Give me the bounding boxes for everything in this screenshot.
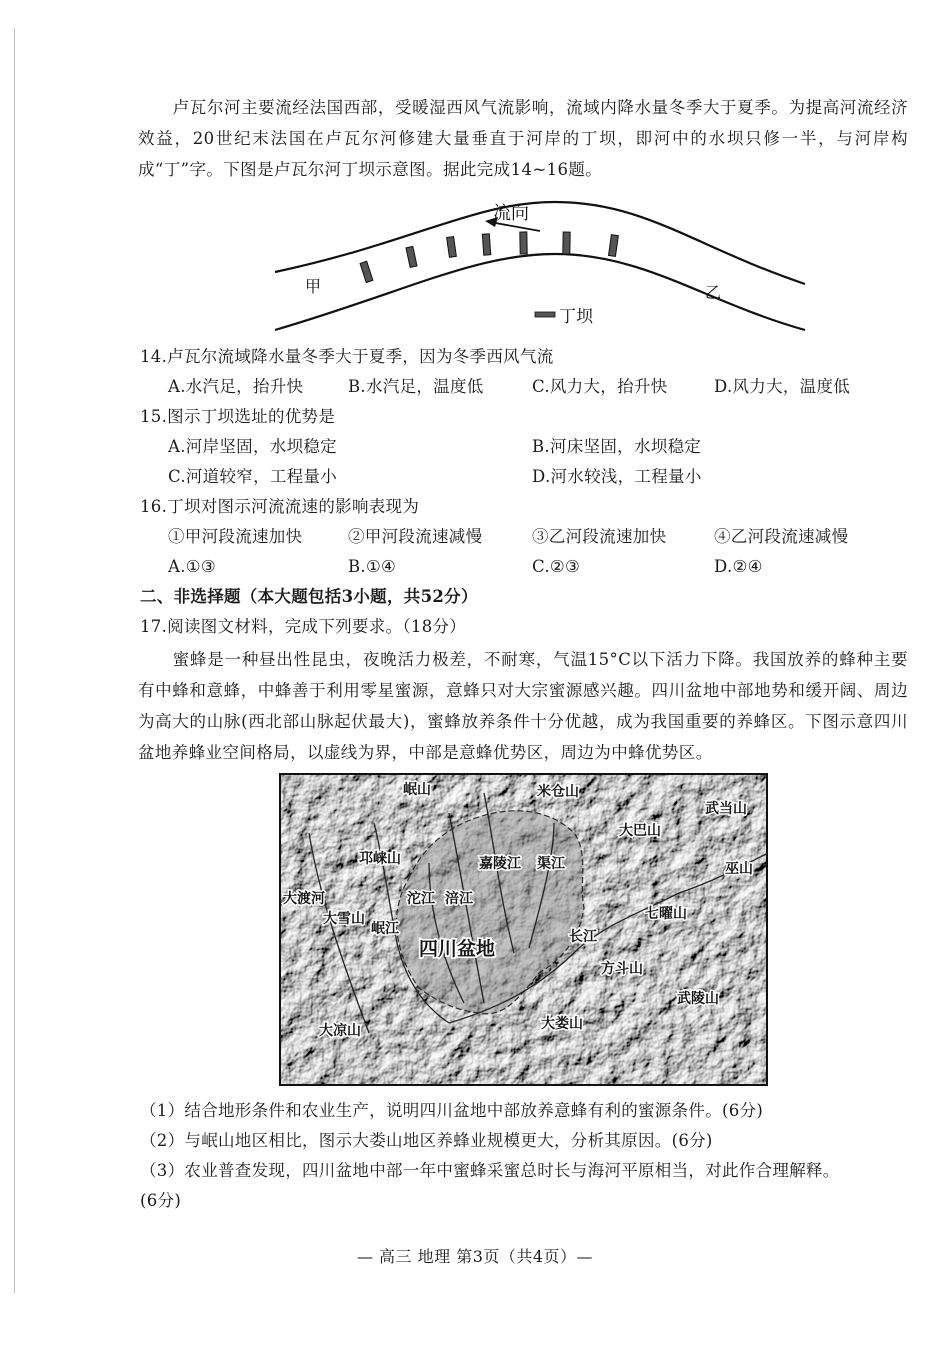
q17-sub-3-score: (6分) [140,1191,182,1210]
q16-option-a: A.①③ [168,557,216,576]
label-jialingjiang: 嘉陵江 [479,856,521,872]
q16-statement-2: ②甲河段流速减慢 [348,527,483,546]
label-changjiang: 长江 [569,929,597,945]
label-wushan: 巫山 [725,861,753,877]
q17-title: 17.阅读图文材料，完成下列要求。（18分） [140,617,467,636]
q14-stem: 14.卢瓦尔流域降水量冬季大于夏季，因为冬季西风气流 [140,347,554,366]
label-fujiang: 涪江 [445,891,473,907]
river-bank-upper [275,202,805,284]
q15-stem: 15.图示丁坝选址的优势是 [140,407,336,426]
label-minshan-top: 岷山 [403,782,431,798]
label-dabashan: 大巴山 [619,823,661,839]
label-sichuan-basin: 四川盆地 [419,938,496,960]
intro-paragraph-1: 卢瓦尔河主要流经法国西部，受暖湿西风气流影响，流域内降水量冬季大于夏季。为提高河流经济效益，20世纪末法国在卢瓦尔河修建大量垂直于河岸的丁坝，即河中的水坝只修一半，与河岸构成“丁”字。下图是卢瓦尔河丁坝示意图。据此完成14~16题。 [138,98,908,179]
section-2-heading: 二、非选择题（本大题包括3小题，共52分） [140,587,478,606]
label-daduhe: 大渡河 [283,891,325,907]
label-yi: 乙 [705,283,722,302]
label-tuojiang: 沱江 [407,891,435,907]
label-qujiang: 渠江 [537,856,565,872]
q16-option-b: B.①④ [348,557,397,576]
sichuan-basin-map [279,773,768,1086]
groyne-dams [360,232,618,283]
label-micangshan: 米仓山 [537,784,579,800]
label-qiyaoshan: 七曜山 [645,906,687,922]
q15-option-b: B.河床坚固，水坝稳定 [532,437,702,456]
dam-legend-symbol [535,312,555,317]
q15-option-d: D.河水较浅，工程量小 [532,467,702,486]
q16-stem: 16.丁坝对图示河流流速的影响表现为 [140,497,420,516]
q16-option-c: C.②③ [532,557,581,576]
q16-statement-1: ①甲河段流速加快 [168,527,303,546]
groyne-dam [406,246,417,267]
q15-option-c: C.河道较窄，工程量小 [168,467,338,486]
groyne-dam [482,234,490,255]
intro-paragraph-2: 蜜蜂是一种昼出性昆虫，夜晚活力极差，不耐寒，气温15°C以下活力下降。我国放养的蜂种主要有中蜂和意蜂，中蜂善于利用零星蜜源，意蜂只对大宗蜜源感兴趣。四川盆地中部地势和缓开阔、周边为高大的山脉(西北部山脉起伏最大)，蜜蜂放养条件十分优越，成为我国重要的养蜂区。下图示意四川盆地养蜂业空间格局，以虚线为界，中部是意蜂优势区，周边为中蜂优势区。 [138,650,908,762]
q16-option-d: D.②④ [714,557,763,576]
groyne-dam [360,261,373,282]
q17-sub-3: （3）农业普查发现，四川盆地中部一年中蜜蜂采蜜总时长与海河平原相当，对此作合理解释。 [140,1161,840,1180]
label-daxueshan: 大雪山 [323,911,365,927]
q16-statement-4: ④乙河段流速减慢 [714,527,849,546]
q14-option-c: C.风力大，抬升快 [532,377,668,396]
flow-label: 流向 [493,203,529,224]
groyne-dam [563,232,570,254]
label-minjiang: 岷江 [371,921,399,937]
groyne-diagram [265,192,815,340]
q14-option-a: A.水汽足，抬升快 [168,377,304,396]
label-wudangshan: 武当山 [705,801,747,817]
label-qionglaishan: 邛崃山 [359,851,401,867]
label-fangdoushan: 方斗山 [601,961,643,977]
label-dalushan: 大娄山 [541,1016,583,1032]
page-edge [14,28,15,1293]
label-wulingshan: 武陵山 [677,991,719,1007]
q16-statement-3: ③乙河段流速加快 [532,527,667,546]
q17-sub-1: （1）结合地形条件和农业生产，说明四川盆地中部放养意蜂有利的蜜源条件。(6分) [140,1101,764,1120]
groyne-dam [447,237,457,258]
river-bank-lower [275,254,805,330]
groyne-dam [520,232,527,254]
q15-option-a: A.河岸坚固，水坝稳定 [168,437,337,456]
q14-option-d: D.风力大，温度低 [714,377,851,396]
label-daliangshan: 大凉山 [319,1023,361,1039]
page-footer: — 高三 地理 第3页（共4页）— [356,1247,594,1266]
dam-legend-label: 丁坝 [559,307,593,327]
q14-option-b: B.水汽足，温度低 [348,377,484,396]
groyne-dam [608,235,618,257]
label-jia: 甲 [305,277,322,296]
q17-sub-2: （2）与岷山地区相比，图示大娄山地区养蜂业规模更大，分析其原因。(6分) [140,1131,713,1150]
